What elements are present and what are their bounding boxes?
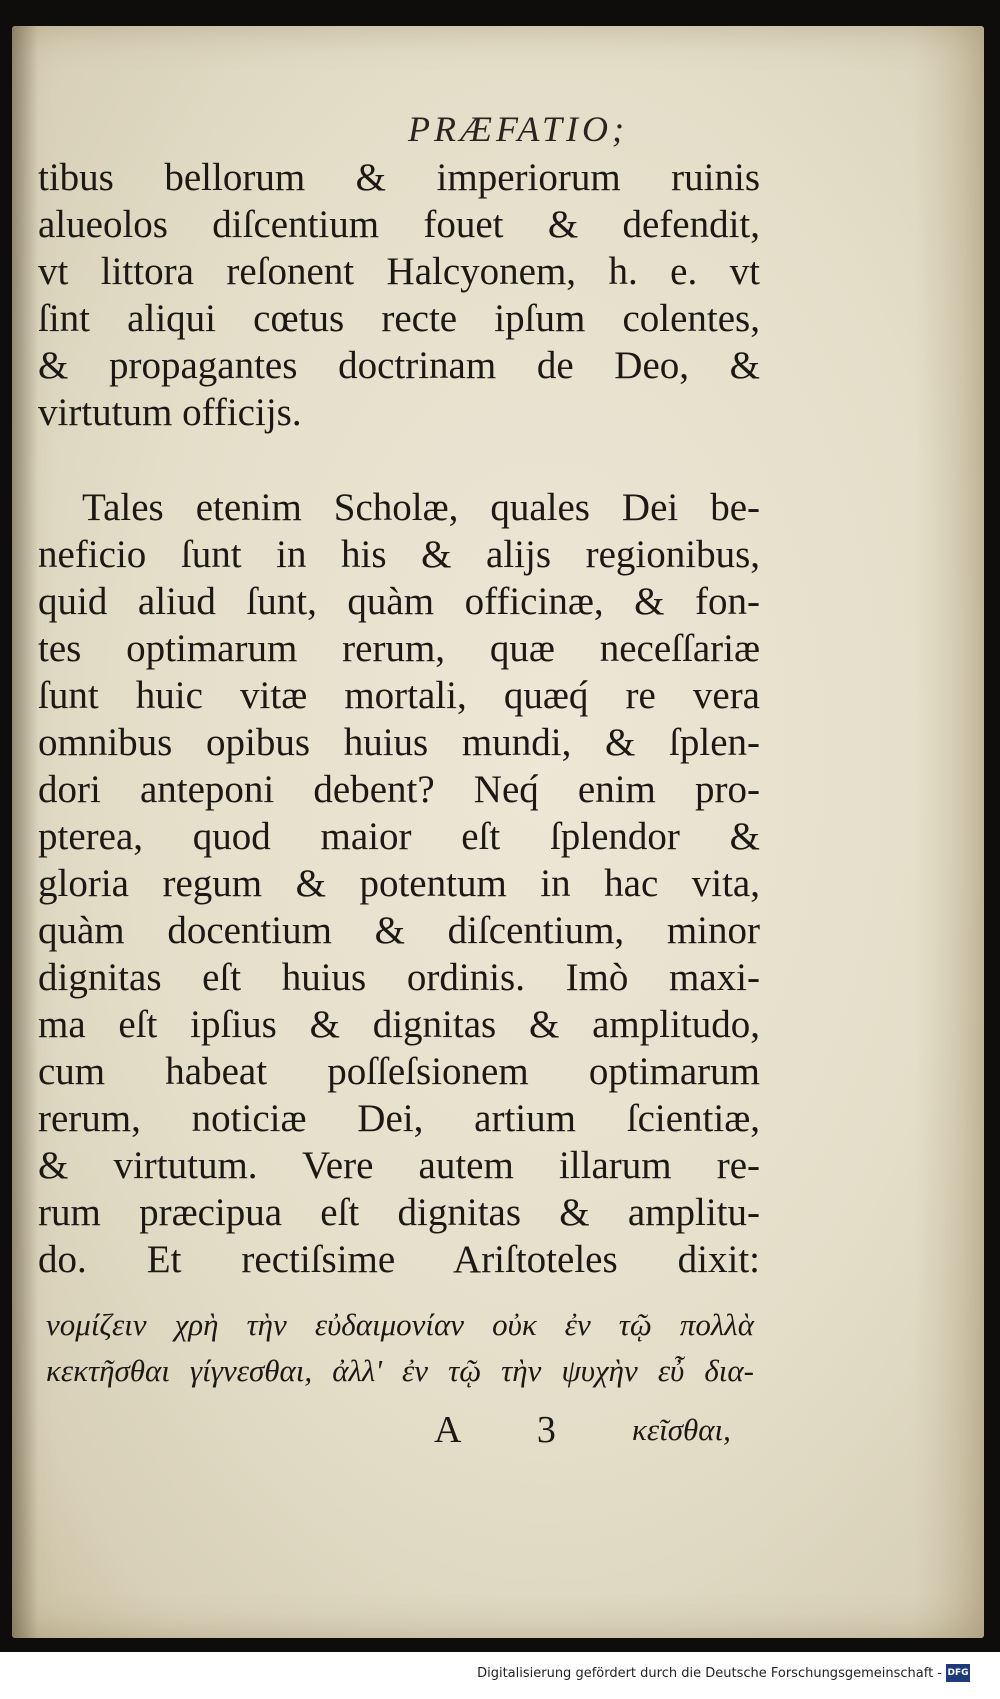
paragraph-1 xyxy=(38,154,760,436)
greek-line: κεκτῆσθαι γίγνεσθαι, ἀλλ' ἐν τῷ τὴν ψυχὴν εὖ δια- xyxy=(46,1353,754,1388)
text-line: neficio ſunt in his & alijs regionibus, xyxy=(38,533,760,576)
catchword: κεῖσθαι, xyxy=(632,1412,731,1447)
text-line: quàm docentium & diſcentium, minor xyxy=(38,909,760,952)
digitization-footer xyxy=(0,1652,1000,1699)
dfg-logo: DFG xyxy=(946,1664,970,1682)
text-line: alueolos diſcentium fouet & defendit, xyxy=(38,203,760,246)
paragraph-2 xyxy=(38,484,760,1283)
book-page xyxy=(12,26,984,1638)
text-line: vt littora reſonent Halcyonem, h. e. vt xyxy=(38,250,760,293)
text-line: & virtutum. Vere autem illarum re- xyxy=(38,1144,760,1187)
text-line: & propagantes doctrinam de Deo, & xyxy=(38,344,760,387)
text-line: cum habeat poſſeſsionem optimarum xyxy=(38,1050,760,1093)
running-header: PRÆFATIO; xyxy=(408,109,628,149)
text-line: Tales etenim Scholæ, quales Dei be- xyxy=(82,486,760,529)
text-line: rum præcipua eſt dignitas & amplitu- xyxy=(38,1191,760,1234)
signature-mark: A 3 xyxy=(434,1409,590,1451)
text-line: gloria regum & potentum in hac vita, xyxy=(38,862,760,905)
text-line: tibus bellorum & imperiorum ruinis xyxy=(38,156,760,199)
text-line: ſint aliqui cœtus recte ipſum colentes, xyxy=(38,297,760,340)
text-line: dignitas eſt huius ordinis. Imò maxi- xyxy=(38,956,760,999)
text-line: dori anteponi debent? Neq́ enim pro- xyxy=(38,768,760,811)
text-line: rerum, noticiæ Dei, artium ſcientiæ, xyxy=(38,1097,760,1140)
text-line: do. Et rectiſsime Ariſtoteles dixit: xyxy=(38,1238,760,1281)
text-line: quid aliud ſunt, quàm officinæ, & fon- xyxy=(38,580,760,623)
greek-line: νομίζειν χρὴ τὴν εὐδαιμονίαν οὐκ ἐν τῷ πολλὰ xyxy=(46,1307,754,1342)
greek-quotation xyxy=(46,1302,754,1394)
text-line: ſunt huic vitæ mortali, quæq́ re vera xyxy=(38,674,760,717)
funding-credit: Digitalisierung gefördert durch die Deutsche Forschungsgemeinschaft - xyxy=(477,1666,942,1681)
text-line: omnibus opibus huius mundi, & ſplen- xyxy=(38,721,760,764)
text-line: ma eſt ipſius & dignitas & amplitudo, xyxy=(38,1003,760,1046)
text-line: pterea, quod maior eſt ſplendor & xyxy=(38,815,760,858)
text-line: tes optimarum rerum, quæ neceſſariæ xyxy=(38,627,760,670)
text-line: virtutum officijs. xyxy=(38,391,302,434)
